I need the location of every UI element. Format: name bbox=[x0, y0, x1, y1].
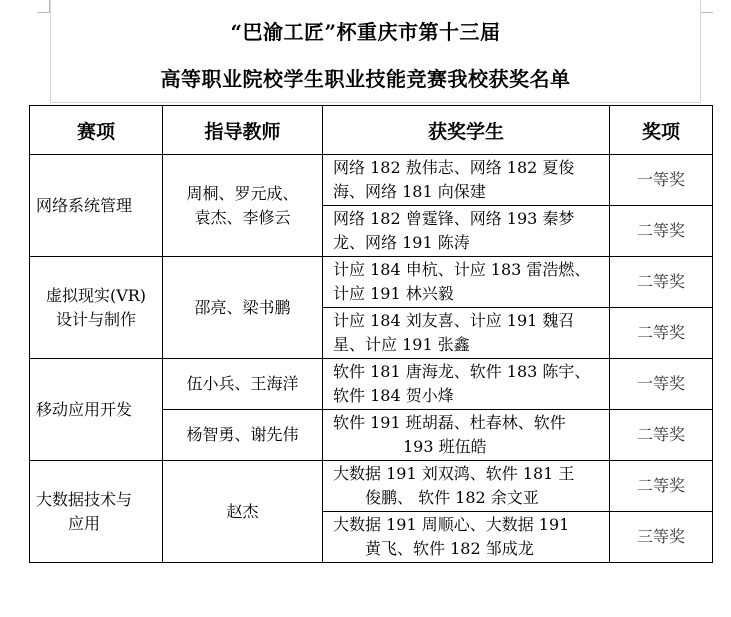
event-name: 设计与制作 bbox=[55, 309, 136, 329]
students-cell bbox=[323, 308, 610, 359]
award-cell: 二等奖 bbox=[610, 461, 713, 512]
event-name: 网络系统管理 bbox=[36, 195, 133, 215]
student-line: 龙、网络 191 陈涛 bbox=[333, 233, 470, 252]
teacher-name: 伍小兵、王海洋 bbox=[186, 374, 299, 393]
student-line: 软件 181 唐海龙、软件 183 陈宇、 bbox=[333, 362, 591, 381]
teacher-name: 袁杰、李修云 bbox=[194, 207, 291, 227]
teacher-cell bbox=[163, 461, 323, 563]
award-cell: 三等奖 bbox=[610, 512, 713, 563]
event-name: 虚拟现实(VR) bbox=[45, 285, 147, 305]
award-cell: 二等奖 bbox=[610, 206, 713, 257]
student-line: 星、计应 191 张鑫 bbox=[333, 335, 470, 354]
teacher-cell bbox=[163, 359, 323, 410]
event-cell bbox=[30, 257, 163, 359]
teacher-name: 赵杰 bbox=[226, 501, 259, 521]
students-cell bbox=[323, 359, 610, 410]
award-cell: 二等奖 bbox=[610, 308, 713, 359]
student-line: 大数据 191 刘双鸿、软件 181 王 bbox=[333, 464, 575, 483]
table-row bbox=[30, 359, 713, 410]
table-row bbox=[30, 155, 713, 206]
student-line: 193 班伍皓 bbox=[403, 437, 487, 456]
students-cell bbox=[323, 155, 610, 206]
award-cell: 一等奖 bbox=[610, 359, 713, 410]
teacher-cell bbox=[163, 155, 323, 257]
event-cell bbox=[30, 359, 163, 461]
students-cell bbox=[323, 512, 610, 563]
header-students: 获奖学生 bbox=[323, 106, 610, 155]
award-table bbox=[29, 105, 713, 563]
document-title-line-1: “巴渝工匠”杯重庆市第十三届 bbox=[230, 20, 501, 44]
table-header-row bbox=[30, 106, 713, 155]
student-line: 网络 182 曾霆锋、网络 193 秦梦 bbox=[333, 209, 575, 228]
student-line: 计应 184 刘友喜、计应 191 魏召 bbox=[333, 311, 575, 330]
header-event: 赛项 bbox=[30, 106, 163, 155]
student-line: 软件 184 贺小烽 bbox=[333, 386, 454, 405]
teacher-cell bbox=[163, 257, 323, 359]
student-line: 网络 182 敖伟志、网络 182 夏俊 bbox=[333, 158, 575, 177]
teacher-cell bbox=[163, 410, 323, 461]
event-cell bbox=[30, 155, 163, 257]
student-line: 海、网络 181 向保建 bbox=[333, 182, 486, 201]
student-line: 计应 191 林兴毅 bbox=[333, 284, 454, 303]
student-line: 大数据 191 周顺心、大数据 191 bbox=[333, 515, 570, 534]
header-award: 奖项 bbox=[610, 106, 713, 155]
crop-mark-top-left bbox=[37, 0, 50, 13]
table-row bbox=[30, 461, 713, 512]
event-name: 移动应用开发 bbox=[36, 399, 133, 419]
student-line: 软件 191 班胡磊、杜春林、软件 bbox=[333, 413, 566, 432]
crop-mark-top-right bbox=[700, 0, 713, 13]
award-cell: 二等奖 bbox=[610, 257, 713, 308]
teacher-name: 邵亮、梁书鹏 bbox=[194, 297, 291, 317]
event-cell bbox=[30, 461, 163, 563]
document-title-line-2: 高等职业院校学生职业技能竞赛我校获奖名单 bbox=[160, 67, 571, 91]
teacher-name: 周桐、罗元成、 bbox=[186, 183, 299, 203]
students-cell bbox=[323, 257, 610, 308]
award-cell: 二等奖 bbox=[610, 410, 713, 461]
student-line: 黄飞、软件 182 邹成龙 bbox=[365, 539, 534, 558]
table-row bbox=[30, 257, 713, 308]
event-name: 应用 bbox=[68, 513, 101, 533]
student-line: 计应 184 申杭、计应 183 雷浩燃、 bbox=[333, 260, 591, 279]
students-cell bbox=[323, 410, 610, 461]
teacher-name: 杨智勇、谢先伟 bbox=[186, 425, 299, 444]
event-name: 大数据技术与 bbox=[36, 489, 133, 509]
student-line: 俊鹏、 软件 182 余文亚 bbox=[365, 488, 539, 507]
students-cell bbox=[323, 461, 610, 512]
header-teacher: 指导教师 bbox=[163, 106, 323, 155]
students-cell bbox=[323, 206, 610, 257]
award-cell: 一等奖 bbox=[610, 155, 713, 206]
